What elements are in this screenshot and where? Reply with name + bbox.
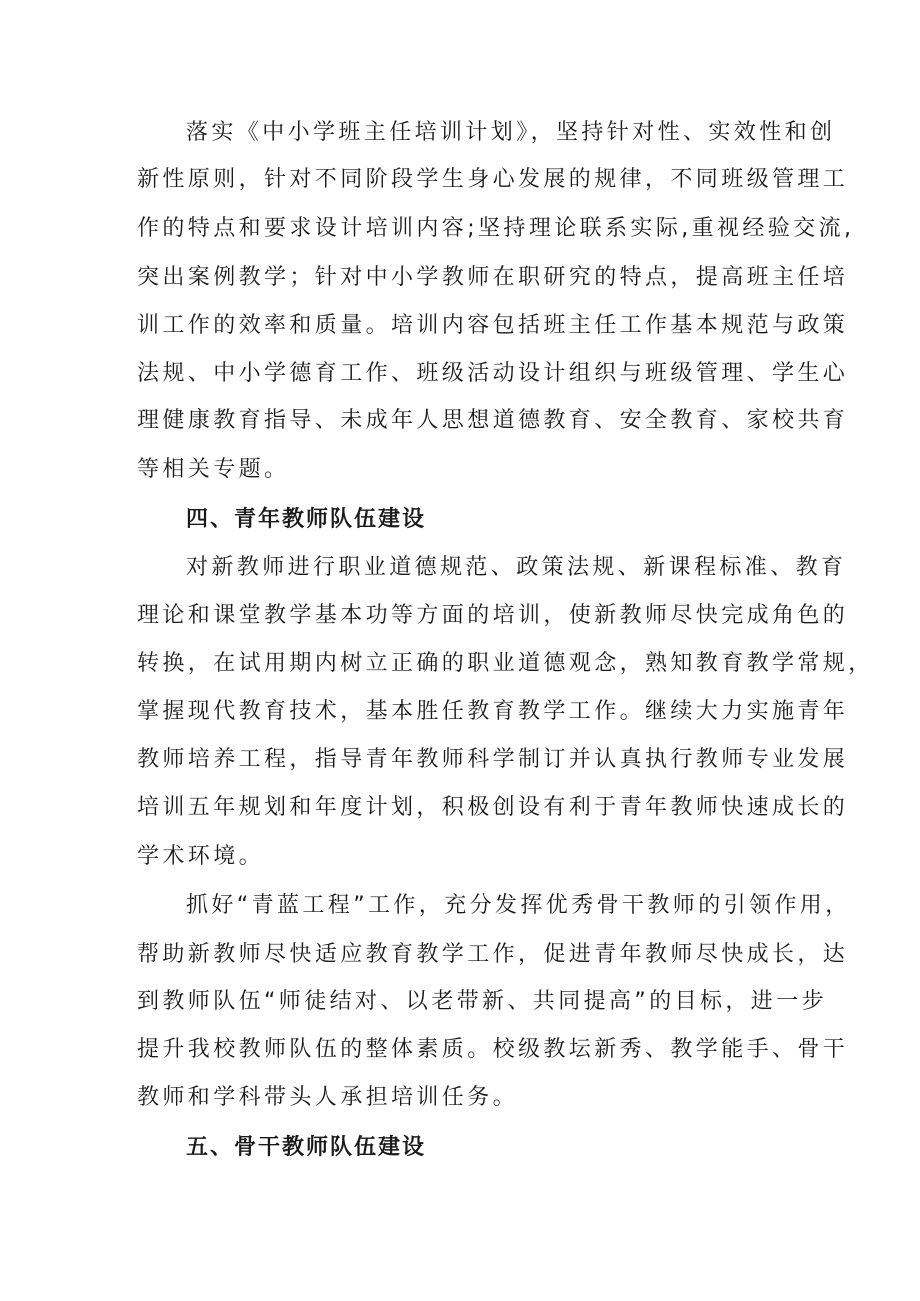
paragraph-line: 到教师队伍“师徒结对、以老带新、共同提高”的目标，进一步 [137, 989, 827, 1014]
paragraph-line: 帮助新教师尽快适应教育教学工作，促进青年教师尽快成长，达 [137, 942, 849, 967]
paragraph-line: 突出案例教学；针对中小学教师在职研究的特点，提高班主任培 [137, 265, 849, 290]
paragraph-line: 教师和学科带头人承担培训任务。 [137, 1085, 519, 1110]
paragraph-line: 理健康教育指导、未成年人思想道德教育、安全教育、家校共育 [137, 408, 849, 433]
paragraph-line: 掌握现代教育技术，基本胜任教育教学工作。继续大力实施青年 [137, 699, 849, 724]
section-heading-young-teachers: 四、青年教师队伍建设 [186, 507, 427, 532]
paragraph-line: 法规、中小学德育工作、班级活动设计组织与班级管理、学生心 [137, 361, 849, 386]
paragraph-line: 培训五年规划和年度计划，积极创设有利于青年教师快速成长的 [137, 795, 849, 820]
paragraph-line: 理论和课堂教学基本功等方面的培训，使新教师尽快完成角色的 [137, 603, 849, 628]
paragraph-line: 对新教师进行职业道德规范、政策法规、新课程标准、教育 [186, 555, 847, 580]
paragraph-line: 转换，在试用期内树立正确的职业道德观念，熟知教育教学常规， [137, 651, 874, 676]
paragraph-line: 作的特点和要求设计培训内容;坚持理论联系实际,重视经验交流, [137, 216, 855, 241]
paragraph-line: 教师培养工程，指导青年教师科学制订并认真执行教师专业发展 [137, 747, 849, 772]
paragraph-line: 训工作的效率和质量。培训内容包括班主任工作基本规范与政策 [137, 313, 849, 338]
paragraph-line: 新性原则，针对不同阶段学生身心发展的规律，不同班级管理工 [137, 167, 849, 192]
section-heading-backbone-teachers: 五、骨干教师队伍建设 [186, 1135, 427, 1160]
paragraph-line: 学术环境。 [137, 844, 265, 869]
paragraph-line: 提升我校教师队伍的整体素质。校级教坛新秀、教学能手、骨干 [137, 1037, 849, 1062]
paragraph-line: 落实《中小学班主任培训计划》，坚持针对性、实效性和创 [186, 120, 836, 145]
paragraph-line: 抓好“青蓝工程”工作，充分发挥优秀骨干教师的引领作用， [186, 893, 851, 918]
paragraph-line: 等相关专题。 [137, 457, 290, 482]
